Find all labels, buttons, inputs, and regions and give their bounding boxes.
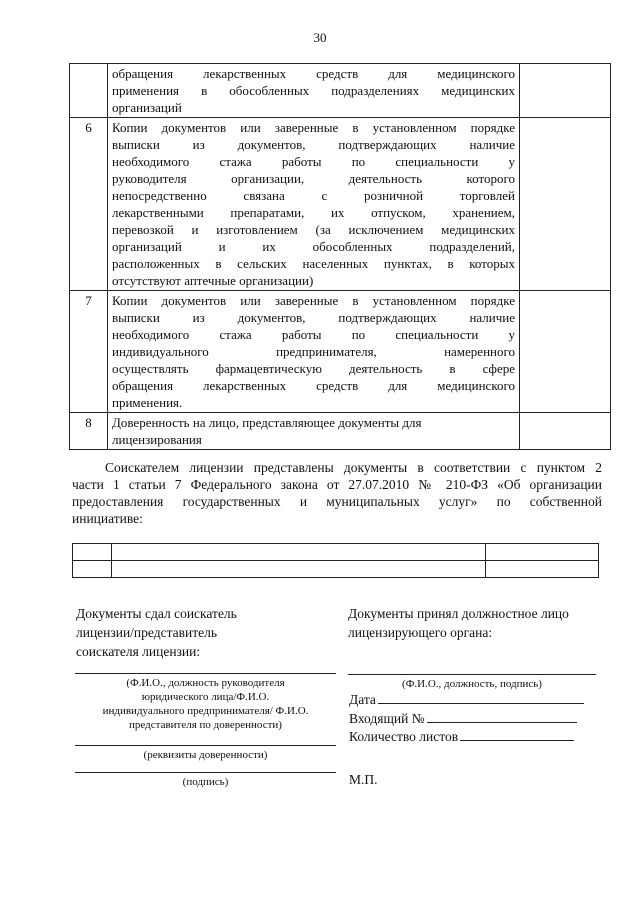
official-fio-caption: (Ф.И.О., должность, подпись) [402, 678, 542, 690]
heading-line: лицензии/представитель [76, 625, 218, 640]
official-fio-line[interactable] [348, 674, 596, 675]
row-description [108, 64, 520, 118]
text-line: осуществлять фармацевтическую деятельность в сфере [112, 361, 515, 376]
text-line: непосредственно связана с розничной торговлей [112, 188, 515, 203]
text-line: организаций [112, 100, 182, 115]
paragraph-line: Соискателем лицензии представлены документы в соответствии с пунктом 2 [105, 460, 602, 475]
cell-mark[interactable] [486, 544, 599, 561]
table-row [70, 64, 611, 118]
text-line: лицензирования [112, 432, 202, 447]
signature-caption: (подпись) [182, 776, 229, 788]
row-description [108, 413, 520, 450]
date-input-line[interactable] [378, 690, 584, 704]
table-row [70, 118, 611, 291]
text-line: выписки из документов, подтверждающих наличие [112, 310, 515, 325]
caption-line: индивидуального предпринимателя/ Ф.И.О. [102, 705, 309, 717]
text-line: индивидуального предпринимателя, намеренного [112, 344, 515, 359]
text-line: необходимого стажа работы по специальности у [112, 327, 515, 342]
text-line: перевозкой и изготовлением (за исключением медицинских [112, 222, 515, 237]
incoming-input-line[interactable] [427, 709, 577, 723]
cell-mark[interactable] [486, 561, 599, 578]
submission-paragraph [72, 459, 602, 527]
row-number: 6 [70, 118, 108, 291]
heading-line: лицензирующего органа: [348, 625, 493, 640]
received-by-heading [348, 604, 606, 642]
fio-signature-line[interactable] [75, 673, 336, 674]
submitted-by-heading [76, 604, 336, 661]
table-row [73, 544, 599, 561]
table-row [73, 561, 599, 578]
page-number: 30 [313, 30, 327, 45]
text-line: Доверенность на лицо, представляющее документы для [112, 415, 422, 430]
text-line: Копии документов или заверенные в установленном порядке [112, 293, 515, 308]
attorney-caption: (реквизиты доверенности) [143, 749, 268, 761]
row-description [108, 291, 520, 413]
cell-document[interactable] [112, 561, 486, 578]
initiative-documents-table [72, 543, 599, 578]
row-number [70, 64, 108, 118]
paragraph-line: предоставления государственных и муниципальных услуг» по собственной [72, 494, 602, 509]
row-mark-cell[interactable] [520, 291, 611, 413]
cell-number[interactable] [73, 561, 112, 578]
caption-line: представителя по доверенности) [129, 719, 282, 731]
text-line: организаций и их обособленных подразделений, [112, 239, 515, 254]
text-line: лекарственными препаратами, их отпуском, хранением, [112, 205, 515, 220]
text-line: необходимого стажа работы по специальности у [112, 154, 515, 169]
date-label: Дата [349, 692, 376, 707]
date-field [349, 690, 584, 709]
documents-table [69, 63, 611, 450]
sheets-input-line[interactable] [460, 727, 574, 741]
text-line: Копии документов или заверенные в установленном порядке [112, 120, 515, 135]
fio-caption [75, 676, 336, 732]
sheets-label: Количество листов [349, 729, 459, 744]
row-mark-cell[interactable] [520, 413, 611, 450]
paragraph-line: инициативе: [72, 511, 143, 526]
caption-line: (Ф.И.О., должность руководителя [126, 677, 285, 689]
text-line: руководителя организации, деятельность которого [112, 171, 515, 186]
incoming-label: Входящий № [349, 711, 425, 726]
text-line: обращения лекарственных средств для медицинского [112, 378, 515, 393]
table-row [70, 413, 611, 450]
text-line: применения в обособленных подразделениях медицинских [112, 83, 515, 98]
text-line: выписки из документов, подтверждающих наличие [112, 137, 515, 152]
text-line: расположенных в сельских населенных пунктах, в которых [112, 256, 515, 271]
paragraph-line: части 1 статьи 7 Федерального закона от 27.07.2010 № 210-ФЗ «Об организации [72, 477, 602, 492]
heading-line: соискателя лицензии: [76, 644, 201, 659]
row-description [108, 118, 520, 291]
row-mark-cell[interactable] [520, 64, 611, 118]
row-number: 8 [70, 413, 108, 450]
row-number: 7 [70, 291, 108, 413]
cell-document[interactable] [112, 544, 486, 561]
sheets-count-field [349, 727, 574, 746]
attorney-details-line[interactable] [75, 745, 336, 746]
text-line: применения. [112, 395, 183, 410]
signature-line[interactable] [75, 772, 336, 773]
text-line: обращения лекарственных средств для медицинского [112, 66, 515, 81]
incoming-number-field [349, 709, 577, 728]
row-mark-cell[interactable] [520, 118, 611, 291]
stamp-place: М.П. [349, 772, 378, 787]
table-row [70, 291, 611, 413]
heading-line: Документы принял должностное лицо [348, 606, 569, 621]
text-line: отсутствуют аптечные организации) [112, 273, 314, 288]
caption-line: юридического лица/Ф.И.О. [141, 691, 270, 703]
heading-line: Документы сдал соискатель [76, 606, 237, 621]
cell-number[interactable] [73, 544, 112, 561]
